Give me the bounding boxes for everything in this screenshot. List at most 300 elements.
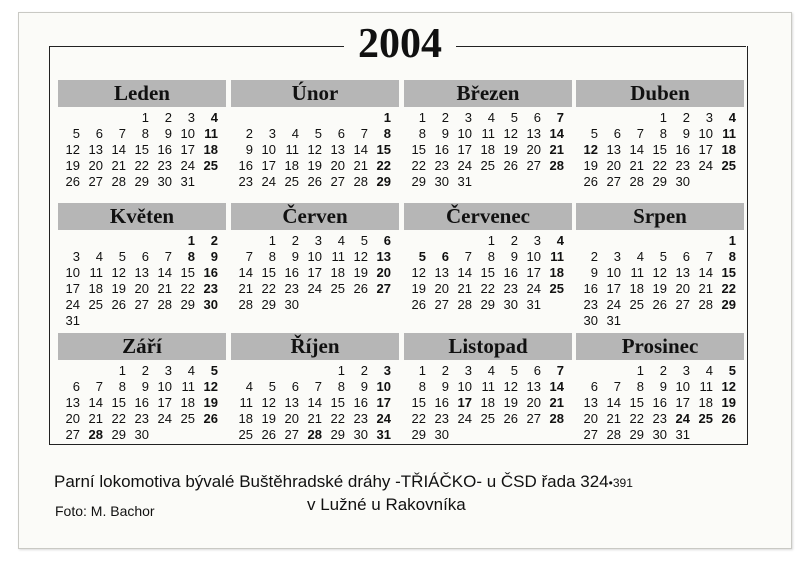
day-cell: 19 (503, 395, 518, 410)
day-cell: 25 (629, 297, 644, 312)
day-cell: 27 (284, 427, 299, 442)
day-cell: 12 (583, 142, 598, 157)
day-cell: 20 (284, 411, 299, 426)
day-cell: 1 (418, 363, 426, 378)
day-cell: 10 (307, 249, 322, 264)
day-cell: 24 (457, 158, 472, 173)
day-cell: 26 (65, 174, 80, 189)
day-cell: 3 (705, 110, 713, 125)
day-cell: 18 (284, 158, 299, 173)
day-cell: 29 (629, 427, 644, 442)
day-cell: 6 (441, 249, 449, 264)
day-cell: 10 (157, 379, 172, 394)
day-cell: 3 (314, 233, 322, 248)
day-cell: 9 (245, 142, 253, 157)
day-grid (404, 230, 572, 320)
day-cell: 9 (682, 126, 690, 141)
day-cell: 19 (203, 395, 218, 410)
day-cell: 26 (503, 411, 518, 426)
day-cell: 26 (353, 281, 368, 296)
day-cell: 6 (682, 249, 690, 264)
day-cell: 24 (180, 158, 195, 173)
day-cell: 23 (353, 411, 368, 426)
day-cell: 13 (526, 126, 541, 141)
day-cell: 10 (675, 379, 690, 394)
day-cell: 13 (606, 142, 621, 157)
day-cell: 10 (261, 142, 276, 157)
day-cell: 14 (157, 265, 172, 280)
day-cell: 19 (503, 142, 518, 157)
day-cell: 6 (141, 249, 149, 264)
day-cell: 23 (434, 158, 449, 173)
day-cell: 21 (606, 411, 621, 426)
month-block (576, 203, 744, 328)
day-cell: 21 (549, 395, 564, 410)
day-cell: 25 (480, 158, 495, 173)
day-cell: 7 (95, 379, 103, 394)
frame-top-right-line (456, 46, 746, 47)
day-cell: 19 (721, 395, 736, 410)
day-cell: 18 (238, 411, 253, 426)
day-cell: 7 (464, 249, 472, 264)
day-cell: 10 (457, 379, 472, 394)
day-cell: 12 (111, 265, 126, 280)
day-cell: 5 (72, 126, 80, 141)
day-cell: 18 (721, 142, 736, 157)
day-cell: 28 (88, 427, 103, 442)
day-cell: 28 (111, 174, 126, 189)
day-cell: 24 (675, 411, 690, 426)
day-cell: 22 (411, 158, 426, 173)
day-cell: 16 (675, 142, 690, 157)
day-cell: 25 (330, 281, 345, 296)
day-cell: 18 (480, 395, 495, 410)
day-cell: 11 (722, 126, 736, 141)
day-cell: 19 (353, 265, 368, 280)
day-cell: 3 (464, 110, 472, 125)
day-cell: 23 (503, 281, 518, 296)
day-cell: 27 (583, 427, 598, 442)
day-cell: 20 (606, 158, 621, 173)
day-cell: 21 (157, 281, 172, 296)
day-cell: 7 (613, 379, 621, 394)
day-cell: 19 (411, 281, 426, 296)
day-cell: 31 (376, 427, 391, 442)
day-cell: 25 (698, 411, 713, 426)
day-cell: 21 (307, 411, 322, 426)
day-cell: 9 (291, 249, 299, 264)
day-cell: 12 (721, 379, 736, 394)
day-cell: 17 (675, 395, 690, 410)
day-cell: 15 (180, 265, 195, 280)
day-cell: 14 (88, 395, 103, 410)
month-name: Prosinec (576, 333, 744, 360)
day-cell: 29 (376, 174, 391, 189)
day-cell: 10 (526, 249, 541, 264)
day-cell: 5 (510, 363, 518, 378)
day-cell: 1 (187, 233, 195, 248)
day-cell: 26 (111, 297, 126, 312)
day-cell: 21 (238, 281, 253, 296)
day-cell: 25 (480, 411, 495, 426)
month-block (58, 203, 226, 328)
day-cell: 14 (111, 142, 126, 157)
day-cell: 16 (652, 395, 667, 410)
day-cell: 11 (181, 379, 195, 394)
day-cell: 6 (72, 379, 80, 394)
day-cell: 4 (245, 379, 253, 394)
day-cell: 23 (238, 174, 253, 189)
day-cell: 7 (164, 249, 172, 264)
day-cell: 28 (606, 427, 621, 442)
day-cell: 2 (441, 363, 449, 378)
day-cell: 24 (526, 281, 541, 296)
day-cell: 27 (675, 297, 690, 312)
day-cell: 26 (583, 174, 598, 189)
day-cell: 22 (376, 158, 391, 173)
day-cell: 31 (180, 174, 195, 189)
day-cell: 1 (268, 233, 276, 248)
day-cell: 8 (418, 379, 426, 394)
day-cell: 15 (376, 142, 391, 157)
day-cell: 29 (411, 427, 426, 442)
day-cell: 15 (652, 142, 667, 157)
month-name: Srpen (576, 203, 744, 230)
day-cell: 16 (434, 395, 449, 410)
day-cell: 13 (434, 265, 449, 280)
day-cell: 22 (480, 281, 495, 296)
day-cell: 25 (180, 411, 195, 426)
day-cell: 16 (284, 265, 299, 280)
day-cell: 7 (556, 363, 564, 378)
day-cell: 13 (284, 395, 299, 410)
day-cell: 24 (698, 158, 713, 173)
day-cell: 20 (526, 142, 541, 157)
day-cell: 10 (457, 126, 472, 141)
day-cell: 3 (464, 363, 472, 378)
day-cell: 22 (330, 411, 345, 426)
day-cell: 31 (675, 427, 690, 442)
day-cell: 29 (411, 174, 426, 189)
day-cell: 2 (164, 110, 172, 125)
day-cell: 22 (261, 281, 276, 296)
day-cell: 15 (134, 142, 149, 157)
day-cell: 20 (88, 158, 103, 173)
day-cell: 19 (261, 411, 276, 426)
day-cell: 4 (337, 233, 345, 248)
frame-top-left-line (49, 46, 344, 47)
day-cell: 24 (157, 411, 172, 426)
day-cell: 16 (434, 142, 449, 157)
day-cell: 12 (353, 249, 368, 264)
day-cell: 14 (549, 126, 564, 141)
day-cell: 30 (134, 427, 149, 442)
day-cell: 26 (307, 174, 322, 189)
day-cell: 21 (698, 281, 713, 296)
day-grid (576, 107, 744, 197)
day-cell: 9 (164, 126, 172, 141)
day-cell: 10 (698, 126, 713, 141)
day-cell: 26 (503, 158, 518, 173)
day-cell: 24 (376, 411, 391, 426)
day-cell: 13 (526, 379, 541, 394)
day-cell: 8 (337, 379, 345, 394)
day-cell: 22 (111, 411, 126, 426)
month-name: Červen (231, 203, 399, 230)
day-cell: 1 (487, 233, 495, 248)
day-cell: 17 (606, 281, 621, 296)
day-cell: 30 (434, 427, 449, 442)
day-cell: 2 (659, 363, 667, 378)
day-cell: 17 (180, 142, 195, 157)
day-cell: 23 (583, 297, 598, 312)
day-cell: 7 (556, 110, 564, 125)
day-cell: 13 (675, 265, 690, 280)
day-cell: 8 (118, 379, 126, 394)
day-cell: 14 (307, 395, 322, 410)
day-cell: 5 (118, 249, 126, 264)
day-cell: 30 (652, 427, 667, 442)
day-cell: 18 (480, 142, 495, 157)
day-cell: 2 (682, 110, 690, 125)
day-cell: 10 (606, 265, 621, 280)
day-cell: 27 (65, 427, 80, 442)
day-cell: 21 (88, 411, 103, 426)
photo-credit: Foto: M. Bachor (55, 503, 155, 519)
month-name: Červenec (404, 203, 572, 230)
day-cell: 11 (239, 395, 253, 410)
day-cell: 18 (88, 281, 103, 296)
day-cell: 16 (157, 142, 172, 157)
day-cell: 22 (411, 411, 426, 426)
day-cell: 4 (291, 126, 299, 141)
day-cell: 9 (590, 265, 598, 280)
day-cell: 25 (238, 427, 253, 442)
day-cell: 28 (549, 158, 564, 173)
day-cell: 3 (533, 233, 541, 248)
month-name: Květen (58, 203, 226, 230)
day-cell: 23 (434, 411, 449, 426)
day-cell: 6 (383, 233, 391, 248)
day-cell: 4 (728, 110, 736, 125)
day-cell: 18 (629, 281, 644, 296)
day-cell: 18 (698, 395, 713, 410)
day-cell: 30 (353, 427, 368, 442)
day-cell: 5 (659, 249, 667, 264)
day-cell: 4 (210, 110, 218, 125)
day-cell: 26 (261, 427, 276, 442)
day-cell: 5 (510, 110, 518, 125)
month-block (231, 333, 399, 451)
day-grid (231, 107, 399, 197)
day-cell: 30 (675, 174, 690, 189)
day-cell: 20 (583, 411, 598, 426)
day-cell: 12 (65, 142, 80, 157)
day-cell: 23 (652, 411, 667, 426)
day-cell: 25 (549, 281, 564, 296)
day-cell: 24 (606, 297, 621, 312)
day-cell: 23 (134, 411, 149, 426)
day-cell: 4 (556, 233, 564, 248)
day-cell: 16 (353, 395, 368, 410)
day-cell: 7 (360, 126, 368, 141)
day-cell: 13 (330, 142, 345, 157)
day-grid (231, 360, 399, 450)
day-cell: 26 (721, 411, 736, 426)
day-cell: 28 (238, 297, 253, 312)
day-cell: 21 (457, 281, 472, 296)
caption-line1-suffix: •391 (608, 476, 633, 490)
day-cell: 16 (503, 265, 518, 280)
day-cell: 6 (337, 126, 345, 141)
day-cell: 15 (111, 395, 126, 410)
day-cell: 29 (330, 427, 345, 442)
day-cell: 6 (95, 126, 103, 141)
day-cell: 28 (698, 297, 713, 312)
day-cell: 11 (699, 379, 713, 394)
day-cell: 19 (307, 158, 322, 173)
day-cell: 3 (682, 363, 690, 378)
day-cell: 29 (652, 174, 667, 189)
day-cell: 2 (441, 110, 449, 125)
month-name: Listopad (404, 333, 572, 360)
day-cell: 5 (590, 126, 598, 141)
day-cell: 20 (526, 395, 541, 410)
day-cell: 4 (95, 249, 103, 264)
day-cell: 15 (629, 395, 644, 410)
day-cell: 3 (72, 249, 80, 264)
day-cell: 4 (487, 363, 495, 378)
day-grid (58, 360, 226, 450)
day-cell: 17 (698, 142, 713, 157)
day-cell: 5 (314, 126, 322, 141)
day-cell: 9 (360, 379, 368, 394)
day-cell: 27 (606, 174, 621, 189)
day-cell: 10 (180, 126, 195, 141)
day-cell: 27 (134, 297, 149, 312)
day-cell: 9 (441, 126, 449, 141)
day-cell: 22 (134, 158, 149, 173)
day-cell: 29 (261, 297, 276, 312)
day-cell: 6 (533, 363, 541, 378)
day-cell: 17 (376, 395, 391, 410)
day-cell: 8 (187, 249, 195, 264)
day-cell: 30 (434, 174, 449, 189)
day-cell: 29 (134, 174, 149, 189)
day-cell: 8 (659, 126, 667, 141)
day-cell: 11 (481, 126, 495, 141)
day-cell: 7 (636, 126, 644, 141)
day-cell: 5 (210, 363, 218, 378)
day-cell: 24 (261, 174, 276, 189)
day-grid (576, 230, 744, 328)
day-cell: 8 (418, 126, 426, 141)
day-cell: 21 (549, 142, 564, 157)
day-cell: 21 (629, 158, 644, 173)
day-cell: 11 (550, 249, 564, 264)
day-cell: 1 (418, 110, 426, 125)
month-block (404, 80, 572, 198)
day-cell: 16 (583, 281, 598, 296)
day-cell: 18 (330, 265, 345, 280)
day-cell: 15 (411, 395, 426, 410)
day-cell: 8 (268, 249, 276, 264)
day-cell: 14 (457, 265, 472, 280)
day-cell: 25 (88, 297, 103, 312)
day-cell: 6 (590, 379, 598, 394)
day-cell: 2 (291, 233, 299, 248)
day-cell: 28 (157, 297, 172, 312)
day-cell: 20 (376, 265, 391, 280)
day-cell: 31 (65, 313, 80, 328)
day-cell: 17 (307, 265, 322, 280)
day-cell: 11 (285, 142, 299, 157)
day-cell: 4 (487, 110, 495, 125)
day-cell: 9 (510, 249, 518, 264)
day-cell: 11 (89, 265, 103, 280)
day-cell: 1 (337, 363, 345, 378)
day-cell: 27 (526, 158, 541, 173)
day-cell: 29 (721, 297, 736, 312)
photo-caption (54, 471, 633, 494)
day-cell: 12 (503, 379, 518, 394)
day-cell: 6 (533, 110, 541, 125)
day-cell: 17 (457, 395, 472, 410)
day-cell: 12 (503, 126, 518, 141)
day-cell: 15 (480, 265, 495, 280)
day-cell: 7 (118, 126, 126, 141)
day-cell: 6 (291, 379, 299, 394)
day-cell: 22 (721, 281, 736, 296)
year-title: 2004 (358, 21, 442, 67)
day-cell: 20 (434, 281, 449, 296)
caption-line2: v Lužné u Rakovníka (307, 495, 466, 514)
day-cell: 1 (728, 233, 736, 248)
day-cell: 3 (187, 110, 195, 125)
day-cell: 4 (705, 363, 713, 378)
day-cell: 27 (330, 174, 345, 189)
day-cell: 14 (698, 265, 713, 280)
day-cell: 27 (434, 297, 449, 312)
day-cell: 28 (353, 174, 368, 189)
day-cell: 27 (526, 411, 541, 426)
day-cell: 22 (629, 411, 644, 426)
day-cell: 31 (457, 174, 472, 189)
day-cell: 2 (590, 249, 598, 264)
day-cell: 9 (210, 249, 218, 264)
day-cell: 1 (383, 110, 391, 125)
day-cell: 11 (630, 265, 644, 280)
day-cell: 4 (187, 363, 195, 378)
day-cell: 12 (411, 265, 426, 280)
day-cell: 19 (111, 281, 126, 296)
month-name: Září (58, 333, 226, 360)
day-cell: 8 (728, 249, 736, 264)
day-cell: 7 (245, 249, 253, 264)
day-cell: 11 (481, 379, 495, 394)
day-cell: 15 (261, 265, 276, 280)
day-cell: 8 (636, 379, 644, 394)
day-cell: 11 (331, 249, 345, 264)
day-cell: 29 (180, 297, 195, 312)
month-name: Březen (404, 80, 572, 107)
day-cell: 19 (65, 158, 80, 173)
day-cell: 26 (203, 411, 218, 426)
day-cell: 25 (284, 174, 299, 189)
day-cell: 5 (418, 249, 426, 264)
month-name: Duben (576, 80, 744, 107)
day-cell: 13 (583, 395, 598, 410)
